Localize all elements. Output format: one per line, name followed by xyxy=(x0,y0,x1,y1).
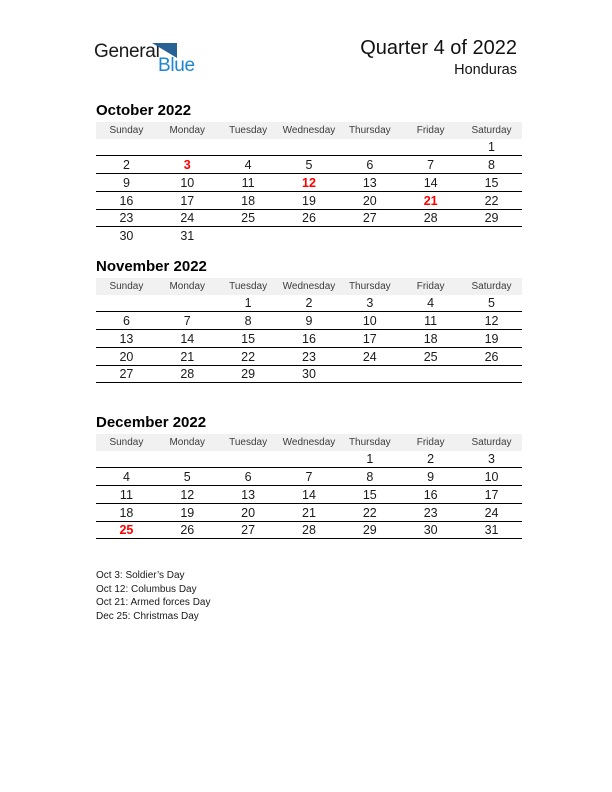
week-row xyxy=(96,365,522,383)
day-cell: 2 xyxy=(279,295,340,312)
day-cell: 2 xyxy=(96,156,157,174)
holiday-list xyxy=(96,569,211,624)
day-cell: 12 xyxy=(157,486,218,504)
week-row xyxy=(96,191,522,209)
logo-general-text: General xyxy=(94,41,160,62)
day-header-cell: Thursday xyxy=(339,278,400,295)
week-row xyxy=(96,330,522,348)
month-title-december: December 2022 xyxy=(96,414,207,431)
day-cell: 9 xyxy=(279,312,340,330)
day-cell: 5 xyxy=(461,295,522,312)
day-cell: 23 xyxy=(400,503,461,521)
day-cell: 11 xyxy=(96,486,157,504)
day-cell: 31 xyxy=(180,229,195,244)
week-row xyxy=(96,156,522,174)
day-cell: 21 xyxy=(279,503,340,521)
day-cell: 30 xyxy=(119,229,134,244)
day-header-cell: Friday xyxy=(400,278,461,295)
day-cell: 28 xyxy=(157,365,218,383)
day-cell: 20 xyxy=(339,191,400,209)
holiday-item: Oct 12: Columbus Day xyxy=(96,583,197,595)
empty-day-cell xyxy=(218,539,279,556)
day-cell: 25 xyxy=(218,209,279,227)
day-cell: 26 xyxy=(157,521,218,539)
day-cell: 24 xyxy=(461,503,522,521)
day-cell: 8 xyxy=(461,156,522,174)
holiday-item: Oct 21: Armed forces Day xyxy=(96,597,211,609)
day-cell: 14 xyxy=(400,174,461,192)
empty-day-cell xyxy=(157,539,218,556)
empty-day-cell xyxy=(279,139,340,156)
week-row xyxy=(96,486,522,504)
day-header-cell: Wednesday xyxy=(279,278,340,295)
day-cell: 18 xyxy=(96,503,157,521)
week-row xyxy=(96,139,522,156)
day-cell: 5 xyxy=(157,468,218,486)
page-header xyxy=(360,37,517,79)
day-cell: 26 xyxy=(461,347,522,365)
empty-day-cell xyxy=(400,227,461,244)
week-row xyxy=(96,312,522,330)
empty-day-cell xyxy=(279,451,340,468)
day-cell: 15 xyxy=(339,486,400,504)
empty-day-cell xyxy=(339,539,400,556)
day-cell: 28 xyxy=(400,209,461,227)
day-cell: 15 xyxy=(218,330,279,348)
day-cell: 28 xyxy=(279,521,340,539)
empty-day-cell xyxy=(157,383,218,400)
day-cell: 3 xyxy=(461,451,522,468)
day-cell: 7 xyxy=(400,156,461,174)
empty-day-cell xyxy=(279,227,340,244)
day-cell: 12 xyxy=(461,312,522,330)
day-cell: 18 xyxy=(218,191,279,209)
day-cell: 17 xyxy=(157,191,218,209)
day-cell: 23 xyxy=(96,209,157,227)
general-blue-logo xyxy=(94,40,224,82)
empty-day-cell xyxy=(96,383,157,400)
month-section-october xyxy=(96,102,522,244)
empty-day-cell xyxy=(96,139,157,156)
empty-day-cell xyxy=(96,451,157,468)
day-cell: 13 xyxy=(96,330,157,348)
country-label: Honduras xyxy=(454,62,517,78)
empty-day-cell xyxy=(461,539,522,556)
day-cell: 24 xyxy=(157,209,218,227)
empty-day-cell xyxy=(218,383,279,400)
empty-day-cell xyxy=(339,227,400,244)
week-row xyxy=(96,468,522,486)
day-header-cell: Saturday xyxy=(461,434,522,451)
day-header-cell: Thursday xyxy=(339,122,400,139)
month-title-november: November 2022 xyxy=(96,258,207,275)
week-row xyxy=(96,227,522,244)
day-cell: 4 xyxy=(218,156,279,174)
week-row xyxy=(96,503,522,521)
holiday-day-cell: 25 xyxy=(96,521,157,539)
week-row xyxy=(96,539,522,556)
day-cell: 20 xyxy=(96,347,157,365)
day-header-cell: Saturday xyxy=(461,122,522,139)
quarter-title: Quarter 4 of 2022 xyxy=(360,37,517,59)
empty-day-cell xyxy=(279,539,340,556)
month-section-december xyxy=(96,414,522,556)
day-cell: 27 xyxy=(96,365,157,383)
day-cell: 6 xyxy=(218,468,279,486)
day-header-cell: Tuesday xyxy=(218,122,279,139)
empty-day-cell xyxy=(218,139,279,156)
day-cell: 6 xyxy=(96,312,157,330)
day-cell: 1 xyxy=(461,139,522,156)
empty-day-cell xyxy=(339,383,400,400)
holiday-item: Oct 3: Soldier’s Day xyxy=(96,570,185,581)
empty-day-cell xyxy=(461,383,522,400)
week-row xyxy=(96,209,522,227)
empty-day-cell xyxy=(218,451,279,468)
day-header-cell: Wednesday xyxy=(279,122,340,139)
day-cell: 8 xyxy=(218,312,279,330)
day-cell: 27 xyxy=(339,209,400,227)
day-header-cell: Monday xyxy=(157,434,218,451)
day-cell: 13 xyxy=(339,174,400,192)
empty-day-cell xyxy=(279,383,340,400)
day-cell: 21 xyxy=(157,347,218,365)
day-cell: 4 xyxy=(96,468,157,486)
week-row xyxy=(96,521,522,539)
day-cell: 6 xyxy=(339,156,400,174)
day-header-cell: Wednesday xyxy=(279,434,340,451)
day-cell: 1 xyxy=(218,295,279,312)
empty-day-cell xyxy=(400,383,461,400)
day-cell: 20 xyxy=(218,503,279,521)
day-cell: 26 xyxy=(279,209,340,227)
day-cell: 29 xyxy=(461,209,522,227)
day-cell: 17 xyxy=(461,486,522,504)
day-header-cell: Sunday xyxy=(96,434,157,451)
empty-day-cell xyxy=(157,451,218,468)
day-header-cell: Friday xyxy=(400,434,461,451)
day-cell: 18 xyxy=(400,330,461,348)
month-section-november xyxy=(96,258,522,400)
day-cell: 17 xyxy=(339,330,400,348)
empty-day-cell xyxy=(461,365,522,383)
empty-day-cell xyxy=(157,295,218,312)
empty-day-cell xyxy=(96,295,157,312)
day-cell: 31 xyxy=(461,521,522,539)
day-cell: 2 xyxy=(400,451,461,468)
day-cell: 16 xyxy=(279,330,340,348)
day-cell: 22 xyxy=(461,191,522,209)
calendar-table-december xyxy=(96,434,522,556)
day-cell: 24 xyxy=(339,347,400,365)
day-cell: 22 xyxy=(339,503,400,521)
day-cell: 5 xyxy=(279,156,340,174)
day-cell: 8 xyxy=(339,468,400,486)
holiday-day-cell: 21 xyxy=(400,191,461,209)
empty-day-cell xyxy=(461,227,522,244)
day-header-cell: Sunday xyxy=(96,278,157,295)
calendar-table-october xyxy=(96,122,522,244)
day-cell: 10 xyxy=(339,312,400,330)
week-row xyxy=(96,295,522,312)
day-cell: 9 xyxy=(96,174,157,192)
day-cell: 14 xyxy=(279,486,340,504)
empty-day-cell xyxy=(400,539,461,556)
day-cell: 11 xyxy=(218,174,279,192)
week-row xyxy=(96,347,522,365)
day-cell: 16 xyxy=(96,191,157,209)
day-header-cell: Monday xyxy=(157,278,218,295)
day-cell: 13 xyxy=(218,486,279,504)
day-cell: 19 xyxy=(279,191,340,209)
day-cell: 23 xyxy=(279,347,340,365)
day-cell: 29 xyxy=(339,521,400,539)
empty-day-cell xyxy=(218,227,279,244)
day-header-cell: Saturday xyxy=(461,278,522,295)
empty-day-cell xyxy=(339,139,400,156)
empty-day-cell xyxy=(400,365,461,383)
day-header-cell: Thursday xyxy=(339,434,400,451)
day-cell: 29 xyxy=(218,365,279,383)
holiday-day-cell: 12 xyxy=(279,174,340,192)
empty-day-cell xyxy=(157,139,218,156)
empty-day-cell xyxy=(96,539,157,556)
empty-day-cell xyxy=(400,139,461,156)
day-header-cell: Tuesday xyxy=(218,278,279,295)
day-cell: 10 xyxy=(157,174,218,192)
day-cell: 3 xyxy=(339,295,400,312)
day-header-cell: Tuesday xyxy=(218,434,279,451)
day-cell: 30 xyxy=(279,365,340,383)
week-row xyxy=(96,174,522,192)
day-cell: 9 xyxy=(400,468,461,486)
day-cell: 11 xyxy=(400,312,461,330)
day-header-cell: Sunday xyxy=(96,122,157,139)
logo-blue-text: Blue xyxy=(158,55,195,76)
day-cell: 19 xyxy=(461,330,522,348)
day-cell: 10 xyxy=(461,468,522,486)
day-header-cell: Friday xyxy=(400,122,461,139)
day-cell: 27 xyxy=(218,521,279,539)
day-cell: 22 xyxy=(218,347,279,365)
holiday-item: Dec 25: Christmas Day xyxy=(96,611,199,623)
day-cell: 19 xyxy=(157,503,218,521)
day-cell: 7 xyxy=(157,312,218,330)
calendar-table-november xyxy=(96,278,522,400)
month-title-october: October 2022 xyxy=(96,102,192,119)
day-cell: 16 xyxy=(400,486,461,504)
day-cell: 1 xyxy=(339,451,400,468)
day-cell: 7 xyxy=(279,468,340,486)
week-row xyxy=(96,383,522,400)
day-header-cell: Monday xyxy=(157,122,218,139)
empty-day-cell xyxy=(339,365,400,383)
day-cell: 25 xyxy=(400,347,461,365)
day-cell: 4 xyxy=(400,295,461,312)
day-cell: 14 xyxy=(157,330,218,348)
holiday-day-cell: 3 xyxy=(157,156,218,174)
day-cell: 15 xyxy=(461,174,522,192)
week-row xyxy=(96,451,522,468)
day-cell: 30 xyxy=(400,521,461,539)
